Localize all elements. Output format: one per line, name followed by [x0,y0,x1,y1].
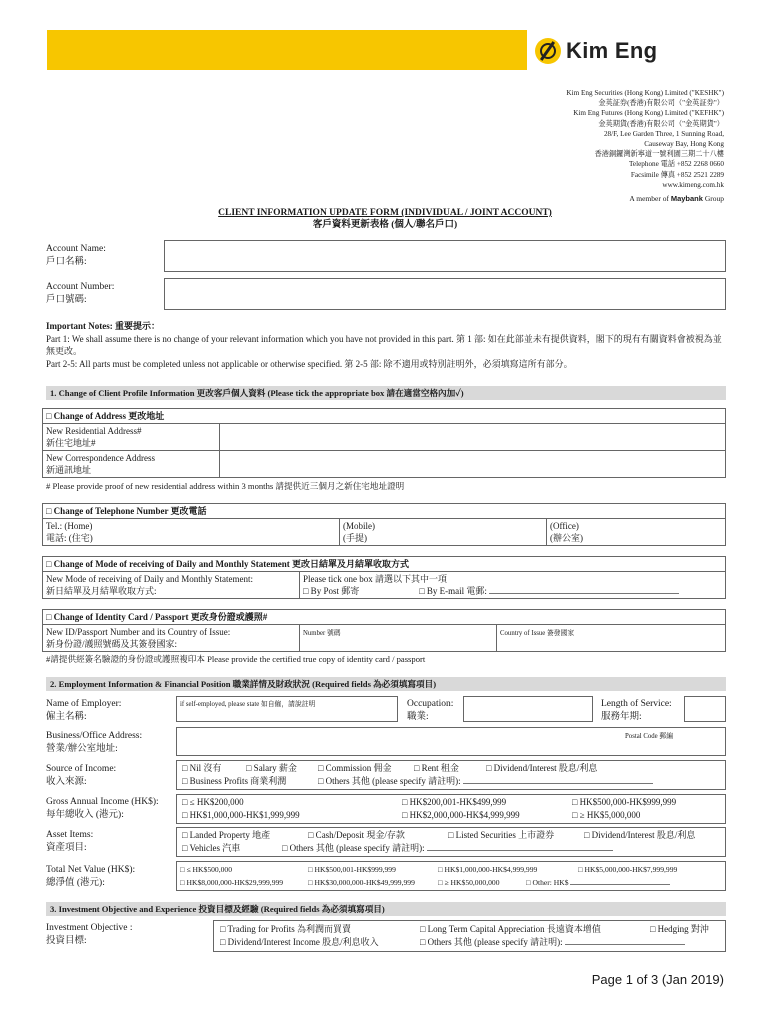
res-en: New Residential Address# [46,426,142,436]
obj-dividend-checkbox[interactable]: □ Dividend/Interest Income 股息/利息收入 [220,937,379,947]
obj-trading-checkbox[interactable]: □ Trading for Profits 為利潤而買賣 [220,924,351,934]
member-bold: Maybank [670,194,703,203]
asset-cash-checkbox[interactable]: □ Cash/Deposit 現金/存款 [308,830,405,840]
income-commission-checkbox[interactable]: □ Commission 佣金 [318,763,392,773]
change-statement-header[interactable]: □ Change of Mode of receiving of Daily and Monthly Statement 更改日結單及月結單收取方式 [43,557,726,572]
form-title [0,207,770,231]
address-line: Causeway Bay, Hong Kong [644,140,724,149]
phone-home-zh: 電話: (住宅) [46,533,93,543]
notes-heading: Important Notes: 重要提示： [46,321,160,331]
income-source-label [46,763,116,789]
form-title-zh: 客戶資料更新表格 (個人/聯名戶口) [312,220,458,230]
kim-eng-logo [535,36,657,66]
header-bar [47,30,527,70]
change-id-header[interactable]: □ Change of Identity Card / Passport 更改身份證或護照# [43,610,726,625]
statement-label [43,572,300,599]
account-number-zh: 戶口號碼: [46,295,87,305]
id-country-cell[interactable] [497,625,726,652]
member-prefix: A member of [629,194,671,203]
asset-others-checkbox[interactable]: □ Others 其他 (please specify 請註明): [282,843,425,853]
phone-home-cell[interactable] [43,519,340,546]
occupation-zh: 職業: [407,712,429,722]
self-employed-hint: if self-employed, please state 如自僱，請說註明 [180,701,316,708]
biz-en: Business/Office Address: [46,731,143,741]
net-value-label [46,864,135,890]
residential-input[interactable] [220,424,726,451]
nw-opt-2[interactable]: □ HK$500,001-HK$999,999 [308,865,396,874]
statement-options [300,572,726,599]
occupation-label [407,698,453,724]
postal-code-label: Postal Code 郵編 [625,733,673,740]
statement-table [42,556,726,599]
gross-opt-2[interactable]: □ HK$200,001-HK$499,999 [402,797,507,807]
nw-zh: 總淨值 (港元): [46,878,105,888]
employer-en: Name of Employer: [46,699,122,709]
account-name-zh: 戶口名稱: [46,257,87,267]
account-number-en: Account Number: [46,282,115,292]
phone-mobile-en: (Mobile) [343,521,375,531]
phone-mobile-cell[interactable] [340,519,547,546]
account-name-en: Account Name: [46,244,106,254]
section3-bar: 3. Investment Objective and Experience 投資目標及經驗 (Required fields 為必須填寫項目) [46,902,726,916]
occupation-input[interactable] [463,696,593,722]
section2-bar: 2. Employment Information & Financial Position 職業詳情及財政狀況 (Required fields 為必須填寫項目) [46,677,726,691]
address-line: 金英証券(香港)有限公司（"金英証券"） [598,99,724,108]
correspondence-input[interactable] [220,451,726,478]
logo-icon [535,38,561,64]
occupation-en: Occupation: [407,699,454,709]
res-zh: 新住宅地址# [46,438,96,448]
investment-objective-label [46,922,133,948]
nw-en: Total Net Value (HK$): [46,865,136,875]
obj-others-checkbox[interactable]: □ Others 其他 (please specify 請註明): [420,937,563,947]
objective-en: Investment Objective : [46,923,133,933]
gross-opt-6[interactable]: □ ≥ HK$5,000,000 [572,810,641,820]
id-number-label: Number 號碼 [303,630,341,637]
los-zh: 服務年期: [601,712,642,722]
address-line: Telephone 電話 +852 2268 0660 [629,160,724,169]
notes-part2: Part 2-5: All parts must be completed unless not applicable or otherwise specified. 第 2-5 部: 除不適用或特別註明外，必須填寫這所有部分。 [46,358,573,369]
account-number-label [46,281,114,307]
asset-dividend-checkbox[interactable]: □ Dividend/Interest 股息/利息 [584,830,696,840]
obj-hedging-checkbox[interactable]: □ Hedging 對沖 [650,924,709,934]
income-business-checkbox[interactable]: □ Business Profits 商業利潤 [182,776,287,786]
gross-opt-3[interactable]: □ HK$500,000-HK$999,999 [572,797,677,807]
asset-vehicles-checkbox[interactable]: □ Vehicles 汽車 [182,843,241,853]
address-line: Kim Eng Futures (Hong Kong) Limited ("KEFHK") [573,109,724,118]
address-line: Facsimile 傳真 +852 2521 2289 [630,170,724,179]
id-label [43,625,300,652]
nw-opt-7[interactable]: □ ≥ HK$50,000,000 [438,878,500,887]
address-line: 香港銅鑼灣新寧道一號利園三期二十八樓 [594,150,724,159]
address-line: 28/F, Lee Garden Three, 1 Sunning Road, [603,129,724,138]
email-input[interactable] [489,593,679,594]
nw-other-input[interactable] [570,884,670,885]
obj-others-input[interactable] [565,944,685,945]
account-name-label [46,243,106,269]
logo-text: Kim Eng [566,38,658,63]
id-number-cell[interactable] [300,625,497,652]
phone-table [42,503,726,546]
phone-office-en: (Office) [550,521,579,531]
length-of-service-input[interactable] [684,696,726,722]
gross-opt-4[interactable]: □ HK$1,000,000-HK$1,999,999 [182,810,300,820]
income-source-box [176,760,726,790]
notes-part1: Part 1: We shall assume there is no change of your relevant information which you have not provided in this part. 第 1 部: 如在此部並未有提供資料，閣下的現有有關資料會被視為並無更改。 [46,333,722,356]
nw-opt-6[interactable]: □ HK$30,000,000-HK$49,999,999 [308,878,415,887]
investment-objective-box [213,920,726,952]
address-table [42,408,726,478]
correspondence-label [43,451,220,478]
member-suffix: Group [702,194,724,203]
phone-home-en: Tel.: (Home) [46,521,93,531]
address-line: www.kimeng.com.hk [662,180,724,189]
gross-en: Gross Annual Income (HK$): [46,797,159,807]
address-line: Kim Eng Securities (Hong Kong) Limited ("KESHK") [566,89,724,97]
nw-opt-3[interactable]: □ HK$1,000,000-HK$4,999,999 [438,865,538,874]
nw-opt-other[interactable]: □ Other: HK$ [526,878,569,887]
net-value-box [176,861,726,891]
income-zh: 收入來源: [46,777,87,787]
residential-label [43,424,220,451]
employer-input[interactable] [176,696,398,722]
nw-opt-5[interactable]: □ HK$8,000,000-HK$29,999,999 [180,878,284,887]
important-notes [46,320,726,370]
obj-longterm-checkbox[interactable]: □ Long Term Capital Appreciation 長遠資本增值 [420,924,601,934]
income-rent-checkbox[interactable]: □ Rent 租金 [414,763,459,773]
employer-zh: 僱主名稱: [46,712,87,722]
company-address [424,88,724,190]
statement-zh: 新日結單及月結單收取方式: [46,586,157,596]
los-en: Length of Service: [601,699,672,709]
corr-zh: 新通訊地址 [46,465,92,475]
objective-zh: 投資目標: [46,936,87,946]
corr-en: New Correspondence Address [46,453,155,463]
id-note: #請提供經簽名驗證的身份證或護照複印本 Please provide the certified true copy of identity card / passport [46,654,426,664]
id-table [42,609,726,652]
asset-property-checkbox[interactable]: □ Landed Property 地產 [182,830,271,840]
change-address-header[interactable]: □ Change of Address 更改地址 [43,409,726,424]
income-nil-checkbox[interactable]: □ Nil 沒有 [182,763,222,773]
gross-opt-1[interactable]: □ ≤ HK$200,000 [182,797,244,807]
by-post-checkbox[interactable]: □ By Post 郵寄 [303,586,360,596]
phone-office-zh: (辦公室) [550,533,583,543]
by-email-checkbox[interactable]: □ By E-mail 電郵: [419,586,487,596]
biz-zh: 營業/辦公室地址: [46,744,118,754]
income-en: Source of Income: [46,764,117,774]
id-zh: 新身份證/護照號碼及其簽發國家: [46,639,178,649]
asset-items-box [176,827,726,857]
address-line: 金英期貨(香港)有限公司（"金英期貨"） [598,119,724,128]
gross-income-label [46,796,159,822]
nw-opt-1[interactable]: □ ≤ HK$500,000 [180,865,232,874]
form-title-en: CLIENT INFORMATION UPDATE FORM (INDIVIDUAL / JOINT ACCOUNT) [218,208,552,218]
income-salary-checkbox[interactable]: □ Salary 薪金 [246,763,297,773]
account-name-input[interactable] [164,240,726,272]
account-number-input[interactable] [164,278,726,310]
asset-securities-checkbox[interactable]: □ Listed Securities 上市證券 [448,830,555,840]
asset-others-input[interactable] [427,850,613,851]
phone-office-cell[interactable] [547,519,726,546]
gross-opt-5[interactable]: □ HK$2,000,000-HK$4,999,999 [402,810,520,820]
gross-income-box [176,794,726,824]
income-others-input[interactable] [463,783,653,784]
id-country-label: Country of Issue 簽發國家 [500,630,575,637]
employer-label [46,698,121,724]
income-dividend-checkbox[interactable]: □ Dividend/Interest 股息/利息 [486,763,598,773]
business-address-input[interactable] [176,727,726,756]
asset-en: Asset Items: [46,830,94,840]
length-of-service-label [601,698,672,724]
phone-mobile-zh: (手提) [343,533,367,543]
id-en: New ID/Passport Number and its Country of Issue: [46,627,231,637]
business-address-label [46,730,142,756]
income-others-checkbox[interactable]: □ Others 其他 (please specify 請註明): [318,776,461,786]
member-line [629,194,724,203]
address-note: # Please provide proof of new residential address within 3 months 請提供近三個月之新住宅地址證明 [46,481,405,491]
statement-en: New Mode of receiving of Daily and Monthly Statement: [46,574,253,584]
page-number: Page 1 of 3 (Jan 2019) [591,972,724,987]
change-phone-header[interactable]: □ Change of Telephone Number 更改電話 [43,504,726,519]
section1-bar: 1. Change of Client Profile Information 更改客戶個人資料 (Please tick the appropriate box 請在適當空格內加✓) [46,386,726,400]
statement-tick-text: Please tick one box 請選以下其中一項 [303,574,447,584]
nw-opt-4[interactable]: □ HK$5,000,000-HK$7,999,999 [578,865,678,874]
gross-zh: 每年總收入 (港元): [46,810,124,820]
asset-items-label [46,829,93,855]
asset-zh: 資產項目: [46,843,87,853]
